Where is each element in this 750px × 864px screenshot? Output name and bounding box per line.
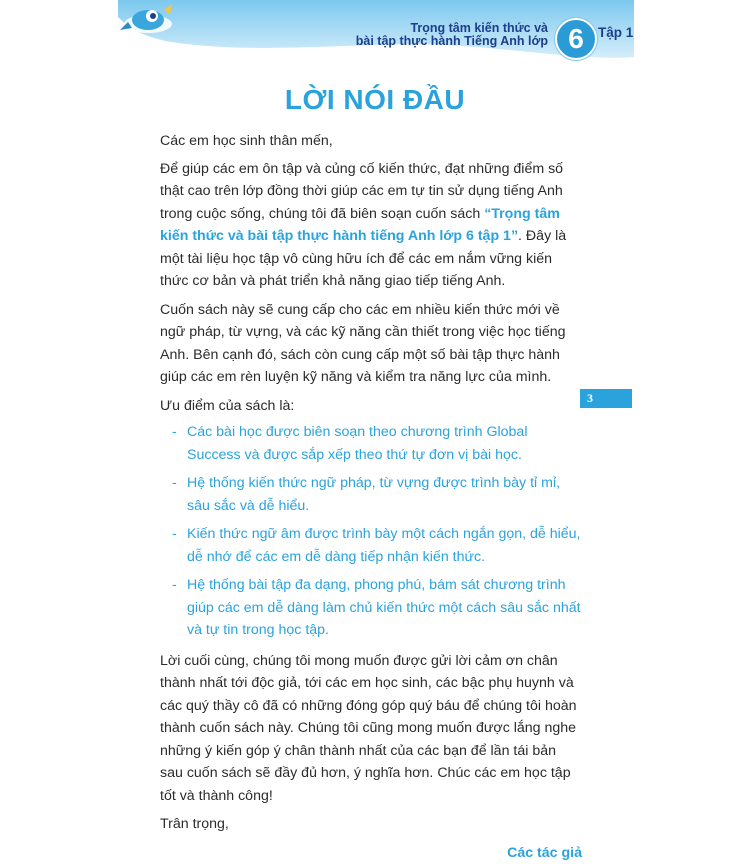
page-title: LỜI NÓI ĐẦU	[0, 84, 750, 116]
series-title-line1: Trọng tâm kiến thức và	[356, 22, 548, 35]
dash-bullet: -	[172, 472, 177, 495]
page-header	[118, 0, 634, 66]
authors: Các tác giả	[160, 842, 582, 864]
series-title	[356, 22, 548, 48]
rocket-mascot-icon	[118, 0, 180, 38]
list-item	[160, 472, 582, 517]
intro-paragraph	[160, 158, 582, 293]
intro-text-pre: Để giúp các em ôn tập và củng cố kiến thức, đạt những điểm số thật cao trên lớp đồng thời giúp các em tự tin sử dụng tiếng Anh trong cuộc sống, chúng tôi đã biên soạn cuốn sách	[160, 161, 563, 222]
book-title: “Trọng tâm kiến thức và bài tập thực hành tiếng Anh lớp 6 tập 1”	[160, 206, 560, 245]
advantages-list	[160, 421, 582, 642]
advantages-intro: Ưu điểm của sách là:	[160, 395, 582, 418]
signoff: Trân trọng,	[160, 813, 582, 836]
volume-label: Tập 1	[598, 25, 633, 40]
list-item-text: Hệ thống bài tập đa dạng, phong phú, bám sát chương trình giúp các em dễ dàng làm chủ kiến thức một cách sâu sắc nhất và tự tin trong học tập.	[187, 577, 581, 638]
list-item	[160, 574, 582, 642]
intro-text-post: . Đây là một tài liệu học tập vô cùng hữu ích để các em nắm vững kiến thức cơ bản và phát triển khả năng giao tiếp tiếng Anh.	[160, 228, 566, 289]
dash-bullet: -	[172, 421, 177, 444]
list-item	[160, 421, 582, 466]
list-item-text: Các bài học được biên soạn theo chương trình Global Success và được sắp xếp theo thứ tự đơn vị bài học.	[187, 424, 527, 463]
page-number-tab: 3	[580, 389, 632, 408]
content-paragraph: Cuốn sách này sẽ cung cấp cho các em nhiều kiến thức mới về ngữ pháp, từ vựng, và các kỹ năng cần thiết trong việc học tiếng Anh. Bên cạnh đó, sách còn cung cấp một số bài tập thực hành giúp các em rèn luyện kỹ năng và kiểm tra năng lực của mình.	[160, 299, 582, 389]
closing-paragraph: Lời cuối cùng, chúng tôi mong muốn được gửi lời cảm ơn chân thành nhất tới độc giả, tới các em học sinh, các bậc phụ huynh và các quý thầy cô đã có những đóng góp quý báu để chúng tôi hoàn thành cuốn sách này. Chúng tôi cũng mong muốn được lắng nghe những ý kiến góp ý chân thành nhất của các bạn để lần tái bản sau cuốn sách sẽ đầy đủ hơn, ý nghĩa hơn. Chúc các em học tập tốt và thành công!	[160, 650, 582, 808]
list-item-text: Kiến thức ngữ âm được trình bày một cách ngắn gọn, dễ hiểu, dễ nhớ để các em dễ dàng tiếp nhận kiến thức.	[187, 526, 581, 565]
series-title-line2: bài tập thực hành Tiếng Anh lớp	[356, 35, 548, 48]
preface-body	[160, 130, 582, 864]
dash-bullet: -	[172, 523, 177, 546]
list-item	[160, 523, 582, 568]
list-item-text: Hệ thống kiến thức ngữ pháp, từ vựng được trình bày tỉ mỉ, sâu sắc và dễ hiểu.	[187, 475, 560, 514]
grade-badge: 6	[555, 18, 597, 60]
greeting: Các em học sinh thân mến,	[160, 130, 582, 153]
dash-bullet: -	[172, 574, 177, 597]
